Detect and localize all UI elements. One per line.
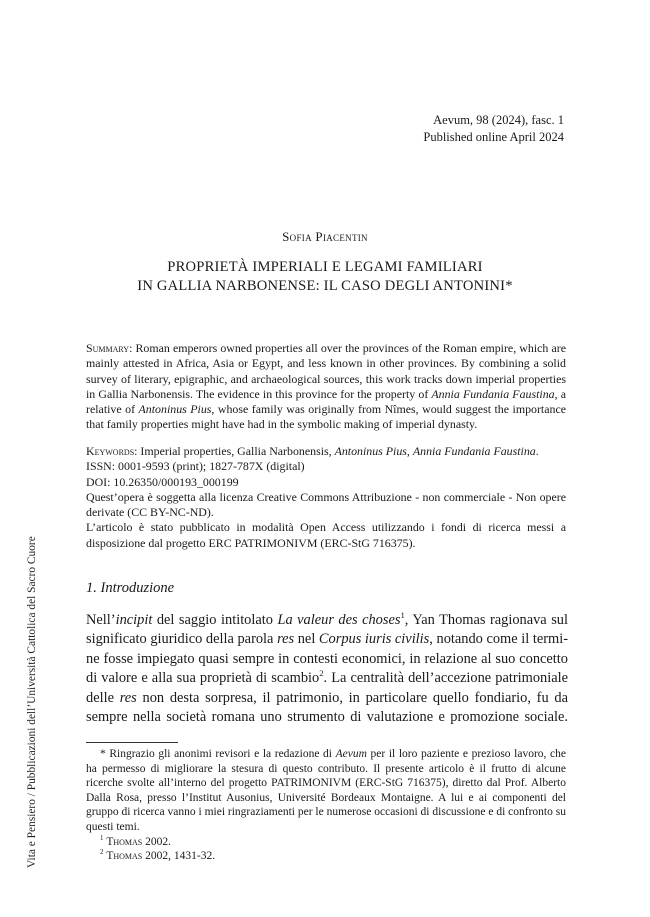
footnote-ref: 1 [400,610,405,621]
publisher-sidebar: Vita e Pensiero / Pubblicazioni dell’Università Cattolica del Sacro Cuore [26,536,38,868]
open-access-statement: L’articolo è stato pubblicato in modalità Open Access utilizzando i fondi di ricerca messi a disposizione dal progetto ERC PATRIMONIVM (ERC-StG 716375). [86,520,566,550]
footnote-italic: Aevum [335,748,367,760]
body-text-run: significato giuridico della parola [86,631,278,648]
body-text-run: , notando come il termi- [429,631,569,648]
footnote-text: * Ringrazio gli anonimi revisori e la redazione di [100,748,336,760]
body-line [86,630,568,649]
doi: DOI: 10.26350/000193_000199 [86,474,239,489]
body-text-run: di valore e alla sua proprietà di scambio [86,670,320,687]
abstract-text: , whose family was originally from Nîmes, would suggest the importance that family properties might have had in the symbolic making of imperial dynasty. [86,402,566,432]
keywords-text: Imperial properties, Gallia Narbonensis, [137,444,335,458]
title-line-1: PROPRIETÀ IMPERIALI E LEGAMI FAMILIARI [167,259,483,275]
footnote-text: per il loro paziente e prezioso lavoro, che ha permesso di migliorare la stesura di questo contributo. Il presente articolo è il frutto di alcune ricerche svolte all’interno del progetto PATRIMONIVM (ERC-StG 716375), diretto dal Prof. Alberto Dalla Rosa, presso l’Institut Ausonius, Université Bordeaux Montaigne. A lui e ai componenti del gruppo di ricerca vanno i miei ringraziamenti per le numerose occasioni di discussione e di confronto su questi temi. [86,748,566,833]
body-text-run: nel [294,631,319,648]
abstract-label: Summary: [86,341,133,355]
keywords-text: , [406,444,413,458]
title-line-2: IN GALLIA NARBONENSE: IL CASO DEGLI ANTONINI* [137,278,513,294]
keyword-italic: Annia Fundania Faustina [412,444,536,458]
body-italic: incipit [115,612,153,628]
keywords-text: . [535,444,539,458]
footnotes [86,747,566,864]
abstract-text: , a relative of [86,386,566,417]
article-title [0,258,650,296]
abstract [86,341,566,433]
body-line [86,689,568,708]
abstract-name-faustina: Annia Fundania Faustina [431,386,555,401]
footnote-number: 1 [100,834,104,842]
footnote-ref: 2 [319,668,324,679]
body-text [86,611,568,727]
license-statement: Quest’opera è soggetta alla licenza Creative Commons Attribuzione - non commerciale - Non opere derivate (CC BY-NC-ND). [86,489,566,520]
body-text-run: Nell’ [86,612,116,628]
body-line: sempre nella società romana uno strumento di valutazione e promozione sociale. [86,709,568,726]
body-italic: Corpus iuris civilis [318,631,430,648]
issn: ISSN: 0001-9593 (print); 1827-787X (digital) [86,459,305,474]
body-italic: res [277,631,295,648]
body-italic: res [119,689,137,706]
footnote-author: Thomas [106,850,143,863]
body-text-run: , Yan Thomas ragionava sul [404,612,568,628]
section-heading-text: 1. Introduzione [86,580,175,596]
journal-volume: Aevum, 98 (2024), fasc. 1 [433,113,564,127]
body-text-run: del saggio intitolato [152,612,278,628]
footnote-author: Thomas [106,835,143,848]
body-line: ne fosse impiegato quasi sempre in contesti economici, in relazione al suo concetto [86,650,568,667]
abstract-name-antoninus: Antoninus Pius [138,402,212,417]
keywords-label: Keywords: [86,444,138,458]
body-line [86,611,568,630]
footnote-number: 2 [100,849,104,857]
abstract-text: Roman emperors owned properties all over the provinces of the Roman empire, which are mainly attested in Africa, Asia or Egypt, and less known in other provinces. By combining a solid survey of literary, epigraphic, and archaeological sources, this work tracks down imperial properties in Gallia Narbonensis. The evidence in this province for the property of [86,341,566,401]
author-name: Sofia Piacentin [282,229,368,244]
keyword-italic: Antoninus Pius [334,444,407,458]
footnote-text: 2002, 1431-32. [142,850,216,863]
footnote-1 [86,835,566,850]
footnote-star [86,747,566,835]
publication-date: Published online April 2024 [423,130,564,144]
footnote-text: 2002. [142,835,171,848]
body-italic: La valeur des choses [277,612,401,628]
body-text-run: delle [86,689,120,706]
body-line [86,669,568,688]
section-heading [86,580,174,597]
keywords [86,444,566,459]
body-text-run: non desta sorpresa, il patrimonio, in particolare quello fondiario, fu da [136,689,568,706]
body-text-run: . La centralità dell’accezione patrimoniale [323,670,569,687]
footnote-rule [86,742,178,743]
journal-citation [423,112,564,146]
footnote-2 [86,849,566,864]
article-metadata [86,444,566,551]
